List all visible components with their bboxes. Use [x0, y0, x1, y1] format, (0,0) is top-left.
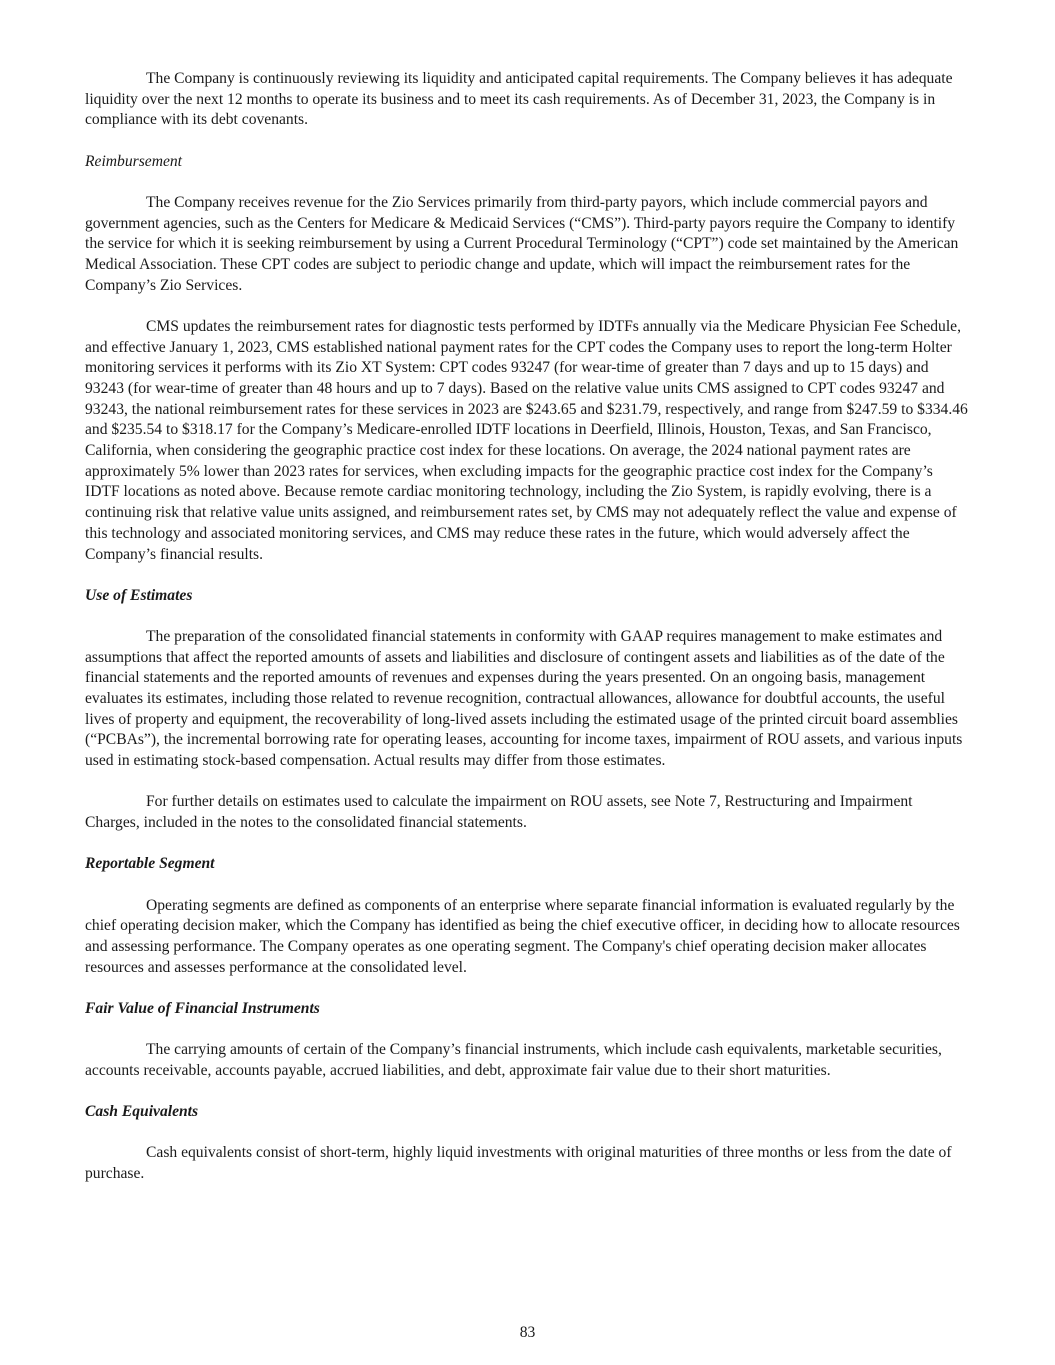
reportable-segment-heading: Reportable Segment: [85, 855, 215, 873]
reimbursement-heading: Reimbursement: [85, 152, 183, 170]
document-body: [85, 69, 970, 1205]
use-of-estimates-paragraph-1: The preparation of the consolidated financial statements in conformity with GAAP requires management to make estimates and assumptions that affect the reported amounts of assets and liabilities and disclosure of contingent assets and liabilities as of the date of the financial statements and the reported amounts of revenues and expenses during the years presented. On an ongoing basis, management evaluates its estimates, including those related to revenue recognition, contractual allowances, allowance for doubtful accounts, the useful lives of property and equipment, the recoverability of long-lived assets including the estimated usage of the printed circuit board assemblies (“PCBAs”), the incremental borrowing rate for operating leases, accounting for income taxes, impairment of ROU assets, and various inputs used in estimating stock-based compensation. Actual results may differ from those estimates.: [85, 627, 963, 770]
fair-value-heading: Fair Value of Financial Instruments: [85, 999, 320, 1017]
use-of-estimates-heading: Use of Estimates: [85, 586, 193, 604]
reportable-segment-paragraph: Operating segments are defined as components of an enterprise where separate financial information is evaluated regularly by the chief operating decision maker, which the Company has identified as being the chief executive officer, in deciding how to allocate resources and assessing performance. The Company operates as one operating segment. The Company's chief operating decision maker allocates resources and assesses performance at the consolidated level.: [85, 896, 960, 976]
cash-equivalents-heading: Cash Equivalents: [85, 1102, 199, 1120]
reimbursement-paragraph-1: The Company receives revenue for the Zio Services primarily from third-party payors, which include commercial payors and government agencies, such as the Centers for Medicare & Medicaid Services (“CMS”). Third-party payors require the Company to identify the service for which it is seeking reimbursement by using a Current Procedural Terminology (“CPT”) code set maintained by the American Medical Association. These CPT codes are subject to periodic change and update, which will impact the reimbursement rates for the Company’s Zio Services.: [85, 193, 959, 294]
reimbursement-paragraph-2: CMS updates the reimbursement rates for diagnostic tests performed by IDTFs annually via the Medicare Physician Fee Schedule, and effective January 1, 2023, CMS established national payment rates for the CPT codes the Company uses to report the long-term Holter monitoring services it performs with its Zio XT System: CPT codes 93247 (for wear-time of greater than 7 days and up to 15 days) and 93243 (for wear-time of greater than 48 hours and up to 7 days). Based on the relative value units CMS assigned to CPT codes 93247 and 93243, the national reimbursement rates for these services in 2023 are $243.65 and $231.79, respectively, and range from $247.59 to $334.46 and $235.54 to $318.17 for the Company’s Medicare-enrolled IDTF locations in Deerfield, Illinois, Houston, Texas, and San Francisco, California, when considering the geographic practice cost index for these locations. On average, the 2024 national payment rates are approximately 5% lower than 2023 rates for services, when excluding impacts for the geographic practice cost index for the Company’s IDTF locations as noted above. Because remote cardiac monitoring technology, including the Zio System, is rapidly evolving, there is a continuing risk that relative value units assigned, and reimbursement rates set, by CMS may not adequately reflect the value and expense of this technology and associated monitoring services, and CMS may reduce these rates in the future, which would adversely affect the Company’s financial results.: [85, 317, 968, 563]
liquidity-paragraph: The Company is continuously reviewing its liquidity and anticipated capital requirements. The Company believes it has adequate liquidity over the next 12 months to operate its business and to meet its cash requirements. As of December 31, 2023, the Company is in compliance with its debt covenants.: [85, 70, 953, 129]
cash-equivalents-paragraph: Cash equivalents consist of short-term, highly liquid investments with original maturities of three months or less from the date of purchase.: [85, 1144, 952, 1182]
page-number: 83: [519, 1324, 536, 1341]
use-of-estimates-paragraph-2: For further details on estimates used to calculate the impairment on ROU assets, see Note 7, Restructuring and Impairment Charges, included in the notes to the consolidated financial statements.: [85, 793, 913, 832]
fair-value-paragraph: The carrying amounts of certain of the Company’s financial instruments, which include cash equivalents, marketable securities, accounts receivable, accounts payable, accrued liabilities, and debt, approximate fair value due to their short maturities.: [85, 1041, 942, 1079]
